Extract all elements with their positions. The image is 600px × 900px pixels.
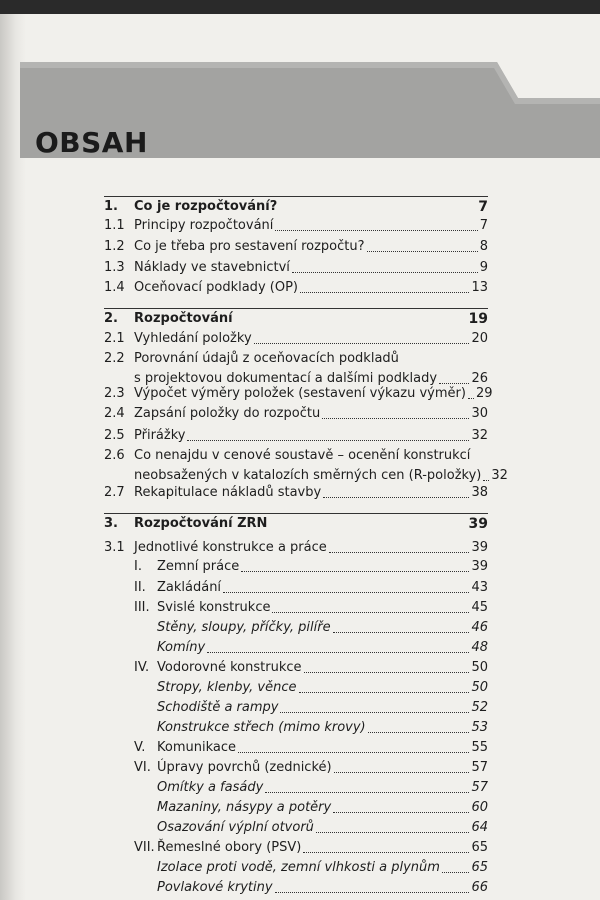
- toc-title: Rekapitulace nákladů stavby: [134, 485, 322, 500]
- toc-page-number: 53: [471, 720, 488, 735]
- toc-number: 2.1: [104, 331, 125, 346]
- dot-leader: [333, 632, 470, 633]
- toc-title-line: neobsažených v katalozích směrných cen (R-položky): [134, 468, 482, 483]
- toc-page-number: 60: [471, 800, 488, 815]
- toc-title: Náklady ve stavebnictví: [134, 260, 290, 275]
- toc-title: Mazaniny, násypy a potěry: [157, 800, 332, 815]
- toc-number: 1.4: [104, 280, 125, 295]
- toc-entry: [0, 426, 600, 446]
- toc-page-number: 46: [471, 620, 488, 635]
- toc-title: Omítky a fasády: [157, 780, 264, 795]
- toc-title: Vodorovné konstrukce: [157, 660, 302, 675]
- toc-page-number: 65: [471, 860, 488, 875]
- toc-title: Principy rozpočtování: [134, 218, 274, 233]
- toc-entry: [0, 718, 600, 738]
- toc-page-number: 30: [471, 406, 488, 421]
- toc-page-number: 39: [471, 540, 488, 555]
- toc-page-number: 55: [471, 740, 488, 755]
- toc-page-number: 50: [471, 660, 488, 675]
- toc-title: Povlakové krytiny: [157, 880, 273, 895]
- dot-leader: [207, 652, 469, 653]
- toc-chapter: [0, 309, 600, 329]
- dot-leader: [483, 480, 489, 481]
- toc-number: 2.3: [104, 386, 125, 401]
- toc-page-number: 50: [471, 680, 488, 695]
- toc-entry: [0, 738, 600, 758]
- toc-page-number: 57: [471, 760, 488, 775]
- dot-leader: [275, 230, 477, 231]
- toc-entry: [0, 384, 600, 404]
- toc-entry: [0, 483, 600, 503]
- toc-entry: [0, 557, 600, 577]
- dot-leader: [367, 251, 478, 252]
- toc-title: Zemní práce: [157, 559, 240, 574]
- toc-entry: [0, 578, 600, 598]
- dot-leader: [241, 571, 469, 572]
- dot-leader: [254, 343, 470, 344]
- toc-title: Schodiště a rampy: [157, 700, 279, 715]
- dot-leader: [280, 712, 469, 713]
- toc-title: Co je rozpočtování?: [134, 199, 278, 214]
- toc-entry: [0, 838, 600, 858]
- toc-entry: [0, 638, 600, 658]
- dot-leader: [442, 872, 470, 873]
- toc-page-number: 48: [471, 640, 488, 655]
- toc-title: Oceňovací podklady (OP): [134, 280, 298, 295]
- toc-chapter: [0, 197, 600, 217]
- toc-entry: [0, 798, 600, 818]
- toc-entry: [0, 698, 600, 718]
- toc-title: Úpravy povrchů (zednické): [157, 760, 332, 775]
- dot-leader: [187, 440, 469, 441]
- toc-page-number: 32: [471, 428, 488, 443]
- toc-number: 2.6: [104, 448, 125, 463]
- toc-title-line: s projektovou dokumentací a dalšími podklady: [134, 371, 438, 386]
- dot-leader: [468, 398, 474, 399]
- dot-leader: [316, 832, 470, 833]
- toc-entry: [0, 658, 600, 678]
- toc-number: 1.: [104, 199, 118, 214]
- toc-page-number: 20: [471, 331, 488, 346]
- toc-title: Osazování výplní otvorů: [157, 820, 314, 835]
- toc-number: 3.1: [104, 540, 125, 555]
- toc-title: Stěny, sloupy, příčky, pilíře: [157, 620, 331, 635]
- toc-entry: [0, 818, 600, 838]
- toc-title-line: Porovnání údajů z oceňovacích podkladů: [134, 351, 399, 366]
- toc-entry: [0, 678, 600, 698]
- toc-page-number: 8: [479, 239, 488, 254]
- toc-number: 2.7: [104, 485, 125, 500]
- toc-page-number: 43: [471, 580, 488, 595]
- toc-entry: [0, 878, 600, 898]
- toc-title: Co je třeba pro sestavení rozpočtu?: [134, 239, 365, 254]
- toc-page-number: 45: [471, 600, 488, 615]
- toc-title: [134, 349, 437, 389]
- toc-page-number: 7: [478, 199, 488, 215]
- toc-chapter: [0, 514, 600, 534]
- dot-leader: [303, 852, 469, 853]
- toc-title: Přirážky: [134, 428, 186, 443]
- toc-entry: [0, 446, 600, 483]
- toc-title: Výpočet výměry položek (sestavení výkazu výměr): [134, 386, 466, 401]
- toc-number: 3.: [104, 516, 118, 531]
- toc-entry: [0, 349, 600, 386]
- toc-page-number: 39: [471, 559, 488, 574]
- toc-page-number: 7: [479, 218, 488, 233]
- toc-title: Zapsání položky do rozpočtu: [134, 406, 321, 421]
- toc-entry: [0, 538, 600, 558]
- toc-number: 2.4: [104, 406, 125, 421]
- toc-number: 2.2: [104, 351, 125, 366]
- dot-leader: [334, 772, 470, 773]
- toc-page-number: 32: [491, 468, 508, 483]
- toc-page-number: 39: [468, 516, 488, 532]
- toc-entry: [0, 329, 600, 349]
- toc-number: 1.1: [104, 218, 125, 233]
- toc-page-number: 38: [471, 485, 488, 500]
- dot-leader: [368, 732, 470, 733]
- toc-roman-number: IV.: [134, 660, 150, 675]
- toc-entry: [0, 598, 600, 618]
- toc-entry: [0, 216, 600, 236]
- toc-entry: [0, 618, 600, 638]
- dot-leader: [322, 418, 469, 419]
- dot-leader: [333, 812, 469, 813]
- dot-leader: [272, 612, 469, 613]
- toc-title: Izolace proti vodě, zemní vlhkosti a plynům: [157, 860, 440, 875]
- dot-leader: [323, 497, 469, 498]
- toc-title: Zakládání: [157, 580, 222, 595]
- dot-leader: [238, 752, 469, 753]
- toc-roman-number: I.: [134, 559, 142, 574]
- toc-page-number: 19: [468, 311, 488, 327]
- toc-page-number: 13: [471, 280, 488, 295]
- toc-page-number: 66: [471, 880, 488, 895]
- toc-title: Stropy, klenby, věnce: [157, 680, 297, 695]
- toc-entry: [0, 758, 600, 778]
- toc-number: 1.2: [104, 239, 125, 254]
- toc-entry: [0, 237, 600, 257]
- toc-roman-number: II.: [134, 580, 146, 595]
- toc-entry: [0, 778, 600, 798]
- toc-number: 1.3: [104, 260, 125, 275]
- dot-leader: [299, 692, 470, 693]
- dot-leader: [329, 552, 470, 553]
- dot-leader: [292, 272, 478, 273]
- toc-number: 2.: [104, 311, 118, 326]
- dot-leader: [275, 892, 470, 893]
- toc-title: Vyhledání položky: [134, 331, 252, 346]
- dot-leader: [223, 592, 469, 593]
- toc-entry: [0, 278, 600, 298]
- toc-number: 2.5: [104, 428, 125, 443]
- dot-leader: [304, 672, 470, 673]
- toc-roman-number: V.: [134, 740, 146, 755]
- toc-page-number: 26: [471, 371, 488, 386]
- toc-page-number: 29: [475, 386, 493, 401]
- toc-page-number: 52: [471, 700, 488, 715]
- toc-page-number: 57: [471, 780, 488, 795]
- toc-entry: [0, 404, 600, 424]
- toc-title: [134, 446, 481, 486]
- toc-roman-number: VII.: [134, 840, 155, 855]
- toc-page-number: 65: [471, 840, 488, 855]
- toc-title: Jednotlivé konstrukce a práce: [134, 540, 327, 555]
- toc-title: Svislé konstrukce: [157, 600, 271, 615]
- toc-title: Komíny: [157, 640, 206, 655]
- toc-entry: [0, 258, 600, 278]
- toc-title: Rozpočtování ZRN: [134, 516, 268, 531]
- toc-entry: [0, 858, 600, 878]
- toc-title: Řemeslné obory (PSV): [157, 840, 302, 855]
- toc-roman-number: III.: [134, 600, 150, 615]
- toc-title: Komunikace: [157, 740, 236, 755]
- page-title: OBSAH: [35, 126, 148, 159]
- toc-page-number: 64: [471, 820, 488, 835]
- dot-leader: [265, 792, 469, 793]
- toc-page-number: 9: [479, 260, 488, 275]
- toc-title-line: Co nenajdu v cenové soustavě – ocenění konstrukcí: [134, 448, 471, 463]
- toc-title: Rozpočtování: [134, 311, 233, 326]
- toc-roman-number: VI.: [134, 760, 151, 775]
- toc-title: Konstrukce střech (mimo krovy): [157, 720, 366, 735]
- dot-leader: [300, 292, 469, 293]
